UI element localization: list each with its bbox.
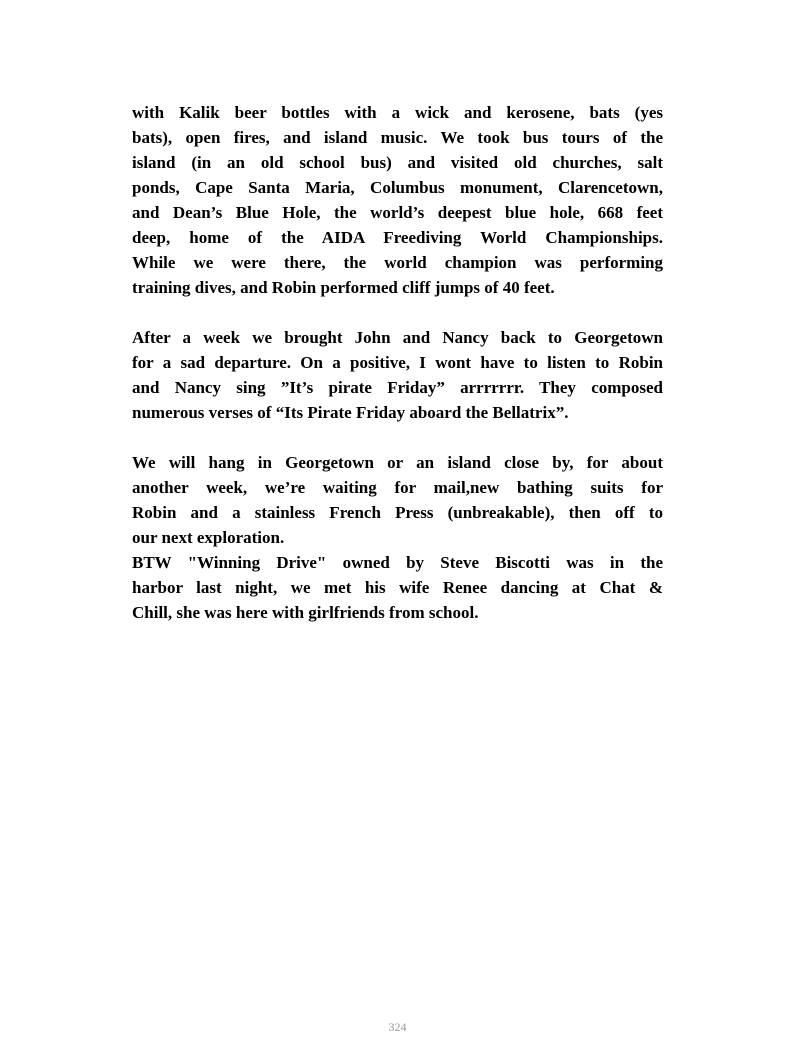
text-line: with Kalik beer bottles with a wick and kerosene, bats (yes [132, 103, 663, 122]
text-line: island (in an old school bus) and visited old churches, salt [132, 153, 663, 172]
text-line: our next exploration. [132, 528, 285, 547]
paragraph-georgetown-plans [132, 450, 663, 625]
text-line: numerous verses of “Its Pirate Friday aboard the Bellatrix”. [132, 403, 569, 422]
text-line: bats), open fires, and island music. We took bus tours of the [132, 128, 663, 147]
text-line: ponds, Cape Santa Maria, Columbus monument, Clarencetown, [132, 178, 663, 197]
text-line: and Dean’s Blue Hole, the world’s deepest blue hole, 668 feet [132, 203, 663, 222]
text-line: deep, home of the AIDA Freediving World Championships. [132, 228, 663, 247]
text-line: another week, we’re waiting for mail,new bathing suits for [132, 478, 663, 497]
text-line: BTW "Winning Drive" owned by Steve Biscotti was in the [132, 553, 663, 572]
text-line: While we were there, the world champion was performing [132, 253, 663, 272]
paragraph-bahamas-tours [132, 100, 663, 300]
text-line: for a sad departure. On a positive, I wont have to listen to Robin [132, 353, 663, 372]
text-line: After a week we brought John and Nancy back to Georgetown [132, 328, 663, 347]
text-line: training dives, and Robin performed cliff jumps of 40 feet. [132, 278, 555, 297]
paragraph-departure [132, 325, 663, 425]
text-line: Robin and a stainless French Press (unbreakable), then off to [132, 503, 663, 522]
text-line: We will hang in Georgetown or an island close by, for about [132, 453, 663, 472]
text-line: harbor last night, we met his wife Renee dancing at Chat & [132, 578, 663, 597]
text-line: and Nancy sing ”It’s pirate Friday” arrrrrrr. They composed [132, 378, 663, 397]
text-line: Chill, she was here with girlfriends from school. [132, 603, 479, 622]
page-number: 324 [388, 1020, 407, 1034]
